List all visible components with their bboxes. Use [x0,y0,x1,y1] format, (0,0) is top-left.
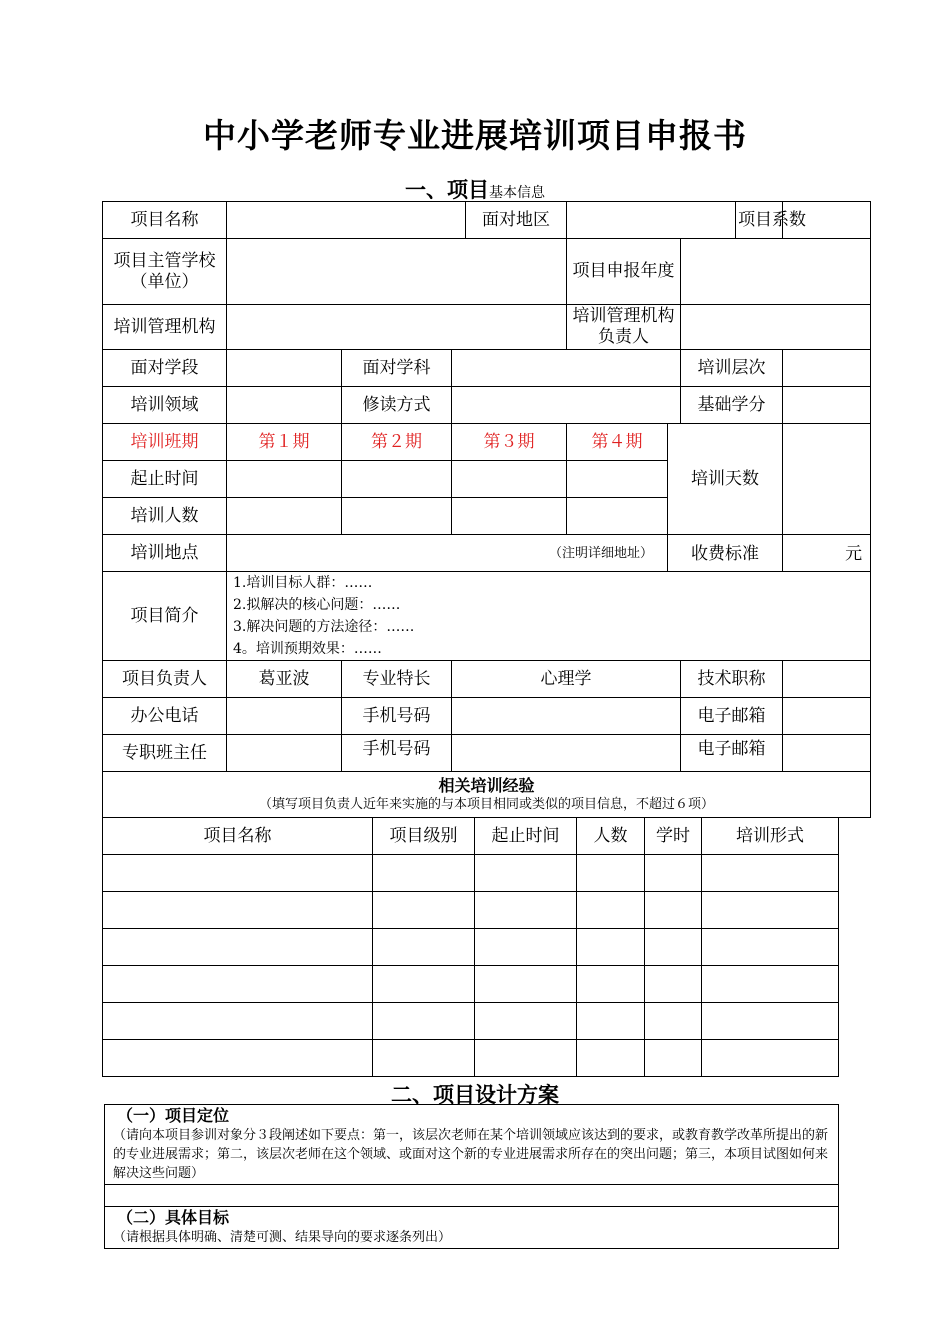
period-3: 第３期 [452,424,567,461]
exp-header-count: 人数 [577,818,645,855]
exp-cell[interactable] [645,966,702,1003]
label-intro: 项目简介 [103,572,227,661]
exp-cell[interactable] [702,1003,839,1040]
input-email[interactable] [783,698,871,735]
label-training-days: 培训天数 [668,424,783,535]
specialty-value[interactable]: 心理学 [452,661,681,698]
exp-cell[interactable] [373,1040,475,1077]
label-supervisor-school: 项目主管学校（单位） [103,239,227,305]
input-supervisor-school[interactable] [227,239,567,305]
design-positioning-input[interactable] [105,1185,839,1207]
experience-title: 相关培训经验 [438,775,535,795]
input-project-name[interactable] [227,202,466,239]
experience-note: （填写项目负责人近年来实施的与本项目相同或类似的项目信息，不超过６项） [259,796,715,812]
exp-cell[interactable] [702,855,839,892]
label-trainee-count: 培训人数 [103,498,227,535]
section-basic-info-big: 一、项目 [405,178,489,202]
period-2: 第２期 [342,424,452,461]
label-specialty: 专业特长 [342,661,452,698]
table-row [103,892,839,929]
period-4: 第４期 [567,424,668,461]
input-training-field[interactable] [227,387,342,424]
label-training-level: 培训层次 [681,350,783,387]
exp-cell[interactable] [103,892,373,929]
label-project-name: 项目名称 [103,202,227,239]
input-org-leader[interactable] [681,305,871,350]
label-school-stage: 面对学段 [103,350,227,387]
input-tech-title[interactable] [783,661,871,698]
intro-line-4: 4。培训预期效果：…… [233,641,382,657]
exp-cell[interactable] [475,1040,577,1077]
label-leader: 项目负责人 [103,661,227,698]
input-training-level[interactable] [783,350,871,387]
design-table [104,1104,839,1249]
exp-header-form: 培训形式 [702,818,839,855]
intro-content[interactable] [227,572,871,661]
exp-cell[interactable] [475,966,577,1003]
input-trainee-count-2[interactable] [342,498,452,535]
design-positioning [105,1105,839,1185]
design-positioning-note: （请向本项目参训对象分３段阐述如下要点：第一，该层次老师在某个培训领域应该达到的要求，或教育教学改革所提出的新的专业进展需求；第二，该层次老师在这个领域、或面对这个新的专业进展需求所存在的突出问题；第三，本项目试图如何来解决这些问题） [113,1128,829,1181]
input-school-stage[interactable] [227,350,342,387]
input-subject[interactable] [452,350,681,387]
exp-cell[interactable] [475,892,577,929]
table-row [103,1040,839,1077]
label-mobile-2: 手机号码 [342,735,452,772]
exp-cell[interactable] [577,966,645,1003]
input-training-days[interactable] [783,424,871,535]
design-positioning-title: （一）项目定位 [117,1106,230,1125]
input-start-end-3[interactable] [452,461,567,498]
input-start-end-4[interactable] [567,461,668,498]
section-basic-info-small: 基本信息 [489,185,545,201]
input-head-teacher[interactable] [227,735,342,772]
exp-cell[interactable] [475,1003,577,1040]
table-row [103,1003,839,1040]
design-goals [105,1207,839,1249]
exp-header-level: 项目级别 [373,818,475,855]
exp-cell[interactable] [577,855,645,892]
label-tech-title: 技术职称 [681,661,783,698]
input-declare-year[interactable] [681,239,871,305]
input-trainee-count-1[interactable] [227,498,342,535]
design-goals-note: （请根据具体明确、清楚可测、结果导向的要求逐条列出） [113,1230,452,1245]
input-start-end-2[interactable] [342,461,452,498]
table-row [103,966,839,1003]
label-training-field: 培训领域 [103,387,227,424]
experience-heading [103,772,871,818]
exp-cell[interactable] [103,966,373,1003]
exp-cell[interactable] [103,1003,373,1040]
period-1: 第１期 [227,424,342,461]
input-training-org[interactable] [227,305,567,350]
label-email-2: 电子邮箱 [681,735,783,772]
design-goals-title: （二）具体目标 [117,1208,230,1227]
label-email: 电子邮箱 [681,698,783,735]
label-mobile: 手机号码 [342,698,452,735]
exp-cell[interactable] [373,966,475,1003]
input-mobile-2[interactable] [452,735,681,772]
label-office-phone: 办公电话 [103,698,227,735]
exp-cell[interactable] [475,855,577,892]
exp-header-hours: 学时 [645,818,702,855]
location-note[interactable]: （注明详细地址） [227,535,668,572]
exp-cell[interactable] [577,1040,645,1077]
exp-cell[interactable] [103,1040,373,1077]
exp-cell[interactable] [702,1040,839,1077]
label-study-mode: 修读方式 [342,387,452,424]
leader-name[interactable]: 葛亚波 [227,661,342,698]
exp-cell[interactable] [702,892,839,929]
experience-table [102,817,839,1077]
input-trainee-count-4[interactable] [567,498,668,535]
exp-cell[interactable] [645,1003,702,1040]
exp-cell[interactable] [577,1003,645,1040]
section-design-heading: 二、项目设计方案 [391,1083,559,1107]
table-row [103,929,839,966]
label-base-credit: 基础学分 [681,387,783,424]
exp-cell[interactable] [373,929,475,966]
input-study-mode[interactable] [452,387,681,424]
exp-cell[interactable] [577,892,645,929]
section-basic-info-heading [0,174,950,204]
label-fee: 收费标准 [668,535,783,572]
input-start-end-1[interactable] [227,461,342,498]
input-mobile[interactable] [452,698,681,735]
intro-line-3: 3.解决问题的方法途径：…… [233,619,415,635]
input-email-2[interactable] [783,735,871,772]
basic-info-table [102,201,871,818]
exp-cell[interactable] [645,855,702,892]
label-training-org: 培训管理机构 [103,305,227,350]
exp-cell[interactable] [577,929,645,966]
table-row [103,855,839,892]
intro-line-2: 2.拟解决的核心问题：…… [233,597,401,613]
label-training-period: 培训班期 [103,424,227,461]
label-org-leader: 培训管理机构负责人 [567,305,681,350]
exp-header-time: 起止时间 [475,818,577,855]
exp-header-name: 项目名称 [103,818,373,855]
label-start-end: 起止时间 [103,461,227,498]
document-title: 中小学老师专业进展培训项目申报书 [203,116,747,155]
exp-cell[interactable] [645,892,702,929]
label-target-region: 面对地区 [466,202,567,239]
label-head-teacher: 专职班主任 [103,735,227,772]
label-declare-year: 项目申报年度 [567,239,681,305]
exp-cell[interactable] [373,855,475,892]
input-base-credit[interactable] [783,387,871,424]
fee-unit[interactable]: 元 [783,535,871,572]
exp-cell[interactable] [373,1003,475,1040]
exp-cell[interactable] [702,929,839,966]
label-subject: 面对学科 [342,350,452,387]
label-location: 培训地点 [103,535,227,572]
exp-cell[interactable] [103,929,373,966]
exp-cell[interactable] [645,1040,702,1077]
exp-cell[interactable] [373,892,475,929]
input-trainee-count-3[interactable] [452,498,567,535]
exp-cell[interactable] [702,966,839,1003]
input-office-phone[interactable] [227,698,342,735]
exp-cell[interactable] [103,855,373,892]
intro-line-1: 1.培训目标人群：…… [233,575,373,591]
exp-cell[interactable] [645,929,702,966]
input-target-region[interactable] [567,202,736,239]
exp-cell[interactable] [475,929,577,966]
label-project-coef: 项目系数 [736,202,783,239]
